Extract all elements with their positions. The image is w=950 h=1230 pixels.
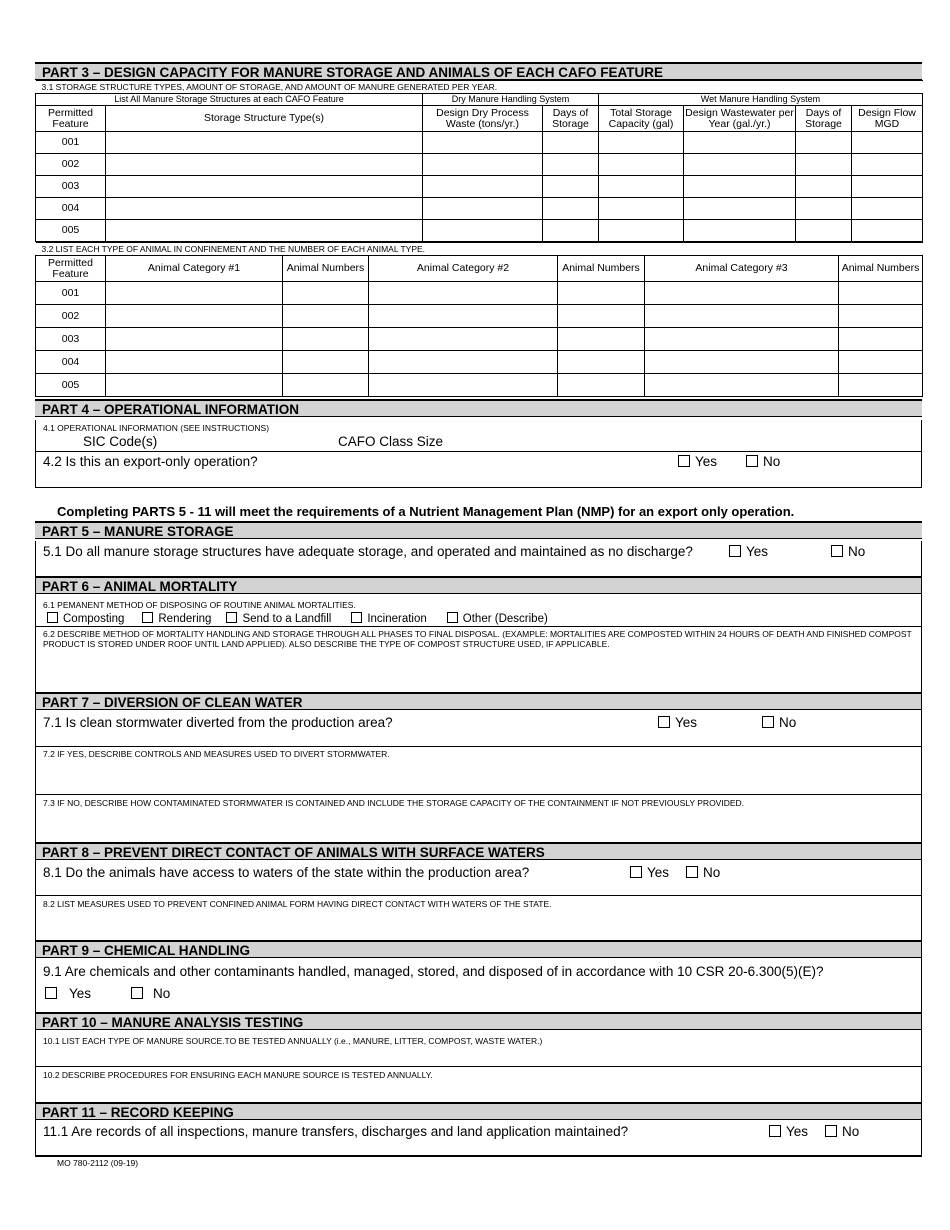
q61-label: 6.1 PEMANENT METHOD OF DISPOSING OF ROUTINE ANIMAL MORTALITIES. <box>43 600 356 610</box>
animal-cell-input[interactable] <box>839 351 923 374</box>
col-days-storage-dry: Days of Storage <box>543 106 599 132</box>
storage-cell-input[interactable] <box>599 154 684 176</box>
storage-feature-id: 001 <box>36 132 106 154</box>
q72-label: 7.2 IF YES, DESCRIBE CONTROLS AND MEASURES USED TO DIVERT STORMWATER. <box>43 749 390 759</box>
q81-no-checkbox[interactable] <box>686 866 698 878</box>
mortality-option-checkbox[interactable] <box>47 612 58 623</box>
q51-yes-checkbox[interactable] <box>729 545 741 557</box>
q51-yes[interactable] <box>729 544 768 559</box>
storage-cell-input[interactable] <box>543 154 599 176</box>
storage-cell-input[interactable] <box>543 132 599 154</box>
q111-no-checkbox[interactable] <box>825 1125 837 1137</box>
q42-yes-label: Yes <box>695 454 718 469</box>
mortality-option-label: Other (Describe) <box>462 613 548 625</box>
q51-yes-label: Yes <box>746 544 769 559</box>
storage-row <box>36 220 923 242</box>
animal-cell-input[interactable] <box>106 282 283 305</box>
q111-yes-checkbox[interactable] <box>769 1125 781 1137</box>
storage-feature-id: 002 <box>36 154 106 176</box>
q81-yes-label: Yes <box>647 865 670 880</box>
part3-section <box>35 62 922 397</box>
q81-no[interactable] <box>686 865 720 880</box>
animal-cell-input[interactable] <box>558 351 645 374</box>
part9-title: PART 9 – CHEMICAL HANDLING <box>35 940 922 958</box>
col-feature: Permitted Feature <box>36 106 106 132</box>
q42-no-label: No <box>763 454 781 469</box>
storage-cell-input[interactable] <box>423 154 543 176</box>
animal-cell-input[interactable] <box>369 374 558 397</box>
storage-cell-input[interactable] <box>796 176 852 198</box>
mortality-option-label: Incineration <box>367 613 427 625</box>
col-dry-waste: Design Dry Process Waste (tons/yr.) <box>423 106 543 132</box>
animal-cell-input[interactable] <box>839 282 923 305</box>
group-storage-label: List All Manure Storage Structures at each CAFO Feature <box>36 94 423 106</box>
storage-cell-input[interactable] <box>796 220 852 242</box>
q82-label: 8.2 LIST MEASURES USED TO PREVENT CONFINED ANIMAL FORM HAVING DIRECT CONTACT WITH WATERS OF THE STATE. <box>43 899 552 909</box>
mortality-option-checkbox[interactable] <box>447 612 458 623</box>
storage-cell-input[interactable] <box>599 132 684 154</box>
mortality-option[interactable] <box>226 613 331 625</box>
mortality-option-label: Composting <box>63 613 125 625</box>
storage-cell-input[interactable] <box>852 154 923 176</box>
animal-row <box>36 282 923 305</box>
animal-cell-input[interactable] <box>839 305 923 328</box>
storage-cell-input[interactable] <box>543 176 599 198</box>
group-wet-label: Wet Manure Handling System <box>599 94 923 106</box>
nmp-note: Completing PARTS 5 - 11 will meet the requirements of a Nutrient Management Plan (NMP) for an export only operation. <box>57 504 795 519</box>
part11-title: PART 11 – RECORD KEEPING <box>35 1102 922 1120</box>
col-storage-type: Storage Structure Type(s) <box>106 106 423 132</box>
q91-label: 9.1 Are chemicals and other contaminants handled, managed, stored, and disposed of in accordance with 10 CSR 20-6.300(5)(E)? <box>43 964 824 979</box>
storage-cell-input[interactable] <box>852 132 923 154</box>
form-number: MO 780-2112 (09-19) <box>57 1158 139 1168</box>
storage-cell-input[interactable] <box>543 198 599 220</box>
animal-cell-input[interactable] <box>283 351 369 374</box>
animal-cell-input[interactable] <box>645 351 839 374</box>
animal-cell-input[interactable] <box>283 328 369 351</box>
storage-cell-input[interactable] <box>423 176 543 198</box>
storage-cell-input[interactable] <box>796 198 852 220</box>
animal-cell-input[interactable] <box>839 374 923 397</box>
animal-table <box>35 242 923 397</box>
storage-row <box>36 132 923 154</box>
storage-cell-input[interactable] <box>599 198 684 220</box>
col-animal-cat3: Animal Category #3 <box>645 256 839 282</box>
mortality-option-label: Rendering <box>158 613 212 625</box>
animal-cell-input[interactable] <box>369 351 558 374</box>
storage-cell-input[interactable] <box>423 198 543 220</box>
animal-cell-input[interactable] <box>839 328 923 351</box>
animal-feature-id: 002 <box>36 305 106 328</box>
sic-code-label: SIC Code(s) <box>83 434 158 449</box>
storage-cell-input[interactable] <box>423 132 543 154</box>
q41-label: 4.1 OPERATIONAL INFORMATION (SEE INSTRUCTIONS) <box>43 423 270 433</box>
animal-feature-id: 001 <box>36 282 106 305</box>
q91-yes-label: Yes <box>69 986 92 1001</box>
storage-row <box>36 176 923 198</box>
storage-cell-input[interactable] <box>684 220 796 242</box>
animal-cell-input[interactable] <box>283 282 369 305</box>
q42-no[interactable] <box>746 454 780 469</box>
animal-cell-input[interactable] <box>369 328 558 351</box>
q71-no-label: No <box>779 715 797 730</box>
storage-cell-input[interactable] <box>106 132 423 154</box>
storage-cell-input[interactable] <box>684 198 796 220</box>
col-animal-num2: Animal Numbers <box>558 256 645 282</box>
q62-label: 6.2 DESCRIBE METHOD OF MORTALITY HANDLING AND STORAGE THROUGH ALL PHASES TO FINAL DISPOSAL. (EXAMPLE: MORTALITIES ARE COMPOSTED WITHIN 24 HOURS OF DEATH AND FINISHED COMPOST PRODUCT IS STORED UNDER ROOF UNTIL LAND APPLIED). ALSO DESCRIBE THE TYPE OF COMPOST STRUCTURE USED, IF APPLICABLE. <box>43 629 912 650</box>
q73-label: 7.3 IF NO, DESCRIBE HOW CONTAMINATED STORMWATER IS CONTAINED AND INCLUDE THE STORAGE CAPACITY OF THE CONTAINMENT IF NOT PREVIOUSLY PROVIDED. <box>43 798 745 808</box>
animal-row <box>36 305 923 328</box>
storage-cell-input[interactable] <box>106 176 423 198</box>
q91-yes[interactable] <box>45 986 91 1001</box>
animal-row <box>36 351 923 374</box>
mortality-option-checkbox[interactable] <box>351 612 362 623</box>
storage-cell-input[interactable] <box>106 220 423 242</box>
part6-title: PART 6 – ANIMAL MORTALITY <box>35 576 922 594</box>
q91-no-checkbox[interactable] <box>131 987 143 999</box>
animal-cell-input[interactable] <box>283 305 369 328</box>
storage-cell-input[interactable] <box>106 198 423 220</box>
storage-cell-input[interactable] <box>684 132 796 154</box>
animal-row <box>36 374 923 397</box>
storage-cell-input[interactable] <box>684 176 796 198</box>
part10-title: PART 10 – MANURE ANALYSIS TESTING <box>35 1012 922 1030</box>
cafo-class-size-label: CAFO Class Size <box>338 434 444 449</box>
mortality-options <box>47 612 548 625</box>
q31-label: 3.1 STORAGE STRUCTURE TYPES, AMOUNT OF STORAGE, AND AMOUNT OF MANURE GENERATED PER YEAR. <box>36 81 923 94</box>
storage-row <box>36 198 923 220</box>
q51-no-label: No <box>848 544 866 559</box>
animal-cell-input[interactable] <box>645 305 839 328</box>
q42-label: 4.2 Is this an export-only operation? <box>43 454 258 469</box>
storage-cell-input[interactable] <box>599 176 684 198</box>
storage-cell-input[interactable] <box>106 154 423 176</box>
mortality-option[interactable] <box>142 613 211 625</box>
q71-yes-label: Yes <box>675 715 698 730</box>
animal-feature-id: 005 <box>36 374 106 397</box>
mortality-option-label: Send to a Landfill <box>242 613 332 625</box>
q81-no-label: No <box>703 865 721 880</box>
animal-cell-input[interactable] <box>558 328 645 351</box>
mortality-option-checkbox[interactable] <box>142 612 153 623</box>
animal-cell-input[interactable] <box>558 282 645 305</box>
col-animal-cat1: Animal Category #1 <box>106 256 283 282</box>
col-animal-cat2: Animal Category #2 <box>369 256 558 282</box>
storage-cell-input[interactable] <box>796 132 852 154</box>
animal-cell-input[interactable] <box>558 374 645 397</box>
q91-no[interactable] <box>131 986 170 1001</box>
col-design-flow: Design Flow MGD <box>852 106 923 132</box>
part8-title: PART 8 – PREVENT DIRECT CONTACT OF ANIMALS WITH SURFACE WATERS <box>35 842 922 860</box>
animal-cell-input[interactable] <box>106 305 283 328</box>
q71-no[interactable] <box>762 715 796 730</box>
animal-cell-input[interactable] <box>645 328 839 351</box>
storage-feature-id: 004 <box>36 198 106 220</box>
q81-yes[interactable] <box>630 865 669 880</box>
mortality-option-checkbox[interactable] <box>226 612 237 623</box>
part4-title: PART 4 – OPERATIONAL INFORMATION <box>35 399 922 417</box>
q42-no-checkbox[interactable] <box>746 455 758 467</box>
q71-no-checkbox[interactable] <box>762 716 774 728</box>
storage-row <box>36 154 923 176</box>
q81-label: 8.1 Do the animals have access to waters of the state within the production area? <box>43 865 530 880</box>
animal-feature-id: 003 <box>36 328 106 351</box>
animal-cell-input[interactable] <box>283 374 369 397</box>
q32-label: 3.2 LIST EACH TYPE OF ANIMAL IN CONFINEMENT AND THE NUMBER OF EACH ANIMAL TYPE. <box>36 243 923 256</box>
storage-feature-id: 005 <box>36 220 106 242</box>
col-total-storage: Total Storage Capacity (gal) <box>599 106 684 132</box>
storage-cell-input[interactable] <box>423 220 543 242</box>
mortality-option[interactable] <box>447 613 548 625</box>
storage-cell-input[interactable] <box>599 220 684 242</box>
col-animal-num3: Animal Numbers <box>839 256 923 282</box>
q51-label: 5.1 Do all manure storage structures have adequate storage, and operated and maintained as no discharge? <box>43 544 693 559</box>
storage-feature-id: 003 <box>36 176 106 198</box>
group-dry-label: Dry Manure Handling System <box>423 94 599 106</box>
q71-label: 7.1 Is clean stormwater diverted from the production area? <box>43 715 393 730</box>
storage-cell-input[interactable] <box>852 176 923 198</box>
q111-no[interactable] <box>825 1124 859 1139</box>
col-feature-2: Permitted Feature <box>36 256 106 282</box>
col-days-storage-wet: Days of Storage <box>796 106 852 132</box>
mortality-option[interactable] <box>351 613 426 625</box>
q51-no-checkbox[interactable] <box>831 545 843 557</box>
q71-yes-checkbox[interactable] <box>658 716 670 728</box>
q42-yes-checkbox[interactable] <box>678 455 690 467</box>
animal-cell-input[interactable] <box>106 374 283 397</box>
storage-table <box>35 80 923 242</box>
animal-row <box>36 328 923 351</box>
animal-cell-input[interactable] <box>106 351 283 374</box>
q42-yes[interactable] <box>678 454 717 469</box>
animal-cell-input[interactable] <box>369 282 558 305</box>
q111-label: 11.1 Are records of all inspections, manure transfers, discharges and land application maintained? <box>43 1124 629 1139</box>
q101-label: 10.1 LIST EACH TYPE OF MANURE SOURCE.TO BE TESTED ANNUALLY (i.e., MANURE, LITTER, COMPOST, WASTE WATER.) <box>43 1036 543 1046</box>
q111-no-label: No <box>842 1124 860 1139</box>
animal-feature-id: 004 <box>36 351 106 374</box>
storage-cell-input[interactable] <box>852 220 923 242</box>
part5-title: PART 5 – MANURE STORAGE <box>35 521 922 539</box>
q102-label: 10.2 DESCRIBE PROCEDURES FOR ENSURING EACH MANURE SOURCE IS TESTED ANNUALLY. <box>43 1070 433 1080</box>
animal-cell-input[interactable] <box>558 305 645 328</box>
part7-title: PART 7 – DIVERSION OF CLEAN WATER <box>35 692 922 710</box>
storage-cell-input[interactable] <box>684 154 796 176</box>
q111-yes-label: Yes <box>786 1124 809 1139</box>
q111-yes[interactable] <box>769 1124 808 1139</box>
col-wastewater: Design Wastewater per Year (gal./yr.) <box>685 106 794 130</box>
q91-no-label: No <box>153 986 171 1001</box>
col-animal-num1: Animal Numbers <box>283 256 369 282</box>
mortality-option[interactable] <box>47 613 124 625</box>
animal-cell-input[interactable] <box>106 328 283 351</box>
storage-cell-input[interactable] <box>543 220 599 242</box>
storage-cell-input[interactable] <box>796 154 852 176</box>
part3-title: PART 3 – DESIGN CAPACITY FOR MANURE STORAGE AND ANIMALS OF EACH CAFO FEATURE <box>35 62 922 80</box>
animal-cell-input[interactable] <box>645 374 839 397</box>
q51-no[interactable] <box>831 544 865 559</box>
q71-yes[interactable] <box>658 715 697 730</box>
q81-yes-checkbox[interactable] <box>630 866 642 878</box>
animal-cell-input[interactable] <box>645 282 839 305</box>
q91-yes-checkbox[interactable] <box>45 987 57 999</box>
animal-cell-input[interactable] <box>369 305 558 328</box>
storage-cell-input[interactable] <box>852 198 923 220</box>
